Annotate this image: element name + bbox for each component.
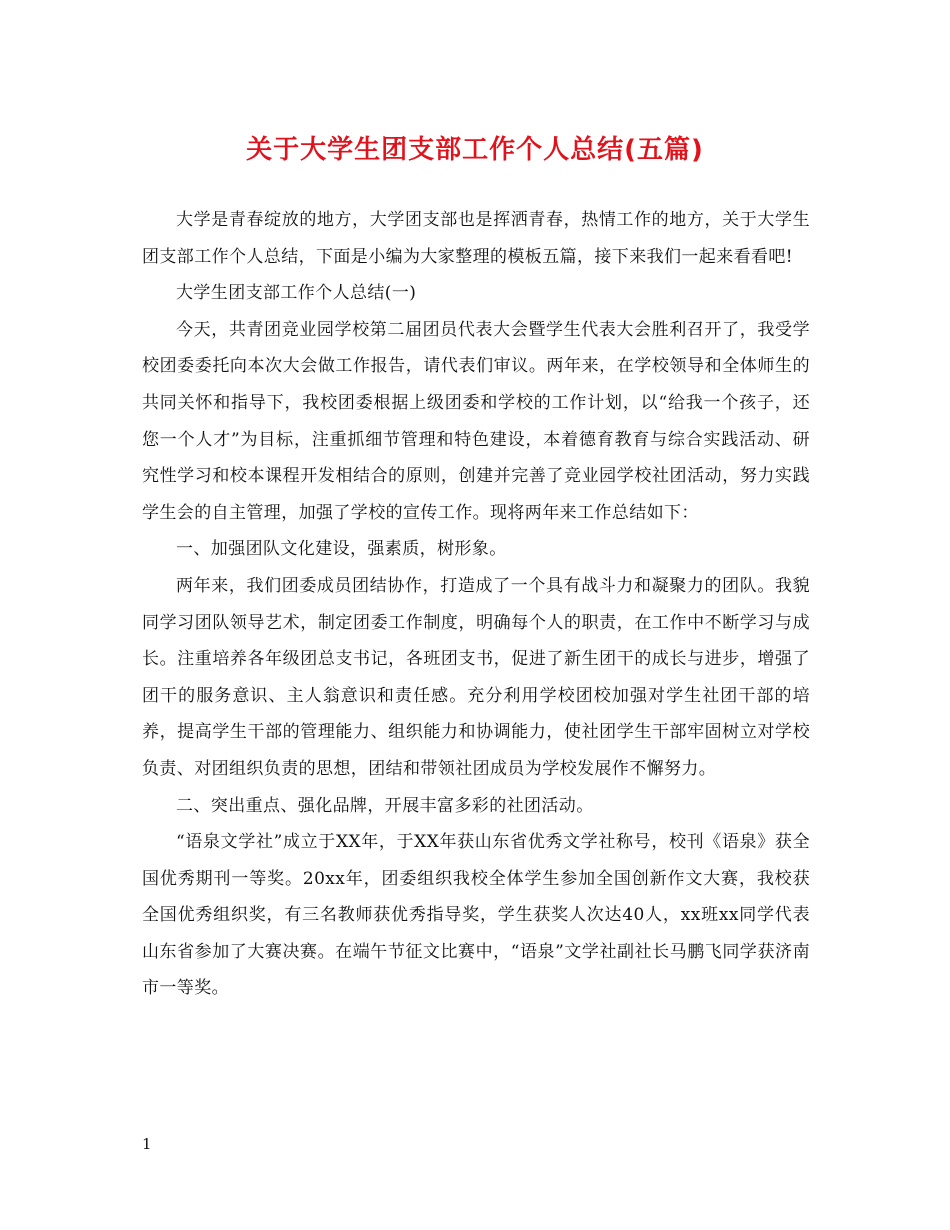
report-paragraph: 今天，共青团竞业园学校第二届团员代表大会暨学生代表大会胜利召开了，我受学校团委委托向本次大会做工作报告，请代表们审议。两年来，在学校领导和全体师生的共同关怀和指导下，我校团委根据上级团委和学校的工作计划，以“给我一个孩子，还您一个人才”为目标，注重抓细节管理和特色建设，本着德育教育与综合实践活动、研究性学习和校本课程开发相结合的原则，创建并完善了竞业园学校社团活动，努力实践学生会的自主管理，加强了学校的宣传工作。现将两年来工作总结如下： — [142, 319, 810, 523]
section-heading-1: 大学生团支部工作个人总结(一) — [176, 283, 417, 304]
document-title: 关于大学生团支部工作个人总结(五篇) — [246, 135, 704, 165]
subheading-team-culture: 一、加强团队文化建设，强素质，树形象。 — [176, 539, 507, 560]
intro-paragraph: 大学是青春绽放的地方，大学团支部也是挥洒青春，热情工作的地方，关于大学生团支部工作个人总结，下面是小编为大家整理的模板五篇，接下来我们一起来看看吧! — [142, 210, 810, 267]
literature-club-paragraph: “语泉文学社”成立于XX年，于XX年获山东省优秀文学社称号，校刊《语泉》获全国优秀期刊一等奖。20xx年，团委组织我校全体学生参加全国创新作文大赛，我校获全国优秀组织奖，有三名教师获优秀指导奖，学生获奖人次达40人，xx班xx同学代表山东省参加了大赛决赛。在端午节征文比赛中，“语泉”文学社副社长马鹏飞同学获济南市一等奖。 — [142, 832, 810, 999]
document-body — [142, 202, 810, 1007]
team-culture-paragraph: 两年来，我们团委成员团结协作，打造成了一个具有战斗力和凝聚力的团队。我貌同学习团队领导艺术，制定团委工作制度，明确每个人的职责，在工作中不断学习与成长。注重培养各年级团总支书记，各班团支书，促进了新生团干的成长与进步，增强了团干的服务意识、主人翁意识和责任感。充分利用学校团校加强对学生社团干部的培养，提高学生干部的管理能力、组织能力和协调能力，使社团学生干部牢固树立对学校负责、对团组织负责的思想，团结和带领社团成员为学校发展作不懈努力。 — [142, 575, 810, 779]
subheading-club-activities: 二、突出重点、强化品牌，开展丰富多彩的社团活动。 — [176, 795, 594, 816]
page-number: 1 — [142, 1135, 152, 1153]
